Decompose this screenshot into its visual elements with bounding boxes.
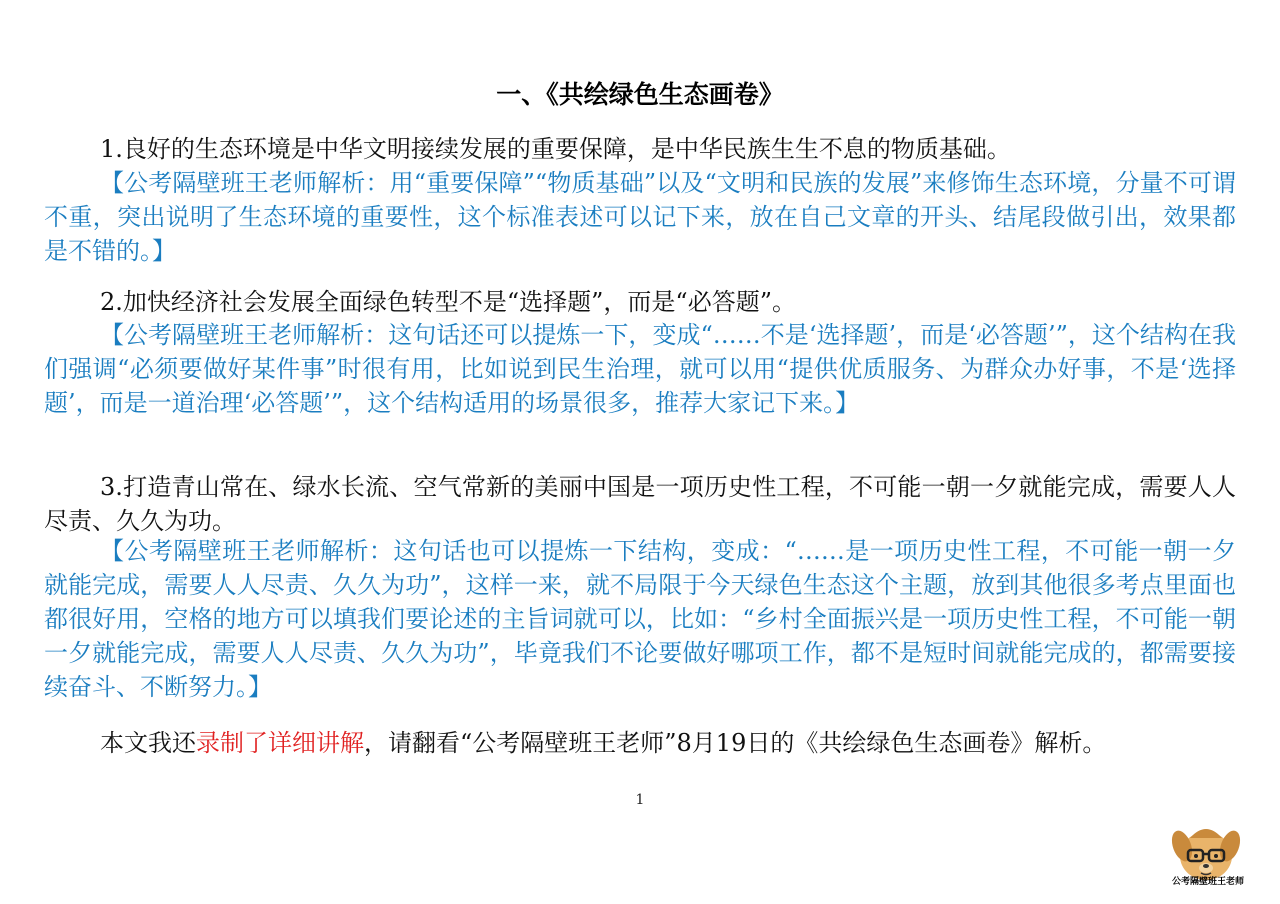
closing-text-before: 本文我还: [100, 729, 196, 757]
closing-highlight: 录制了详细讲解: [196, 729, 364, 757]
item-3-analysis: 【公考隔壁班王老师解析：这句话也可以提炼一下结构，变成：“……是一项历史性工程，不可能一朝一夕就能完成，需要人人尽责、久久为功”，这样一来，就不局限于今天绿色生态这个主题，放到其他很多考点里面也都很好用，空格的地方可以填我们要论述的主旨词就可以，比如：“乡村全面振兴是一项历史性工程，不可能一朝一夕就能完成，需要人人尽责、久久为功”，毕竟我们不论要做好哪项工作，都不是短时间就能完成的，都需要接续奋斗、不断努力。】: [44, 537, 1236, 701]
closing-paragraph: [44, 726, 1236, 760]
page-title: 一、《共绘绿色生态画卷》: [496, 80, 784, 109]
closing-text-after: ，请翻看“公考隔壁班王老师”8月19日的《共绘绿色生态画卷》解析。: [364, 729, 1107, 757]
logo-caption: 公考隔壁班王老师: [1171, 877, 1244, 887]
item-2-quote: 2.加快经济社会发展全面绿色转型不是“选择题”，而是“必答题”。: [100, 288, 796, 316]
item-1-analysis: 【公考隔壁班王老师解析：用“重要保障”“物质基础”以及“文明和民族的发展”来修饰生态环境，分量不可谓不重，突出说明了生态环境的重要性，这个标准表述可以记下来，放在自己文章的开头、结尾段做引出，效果都是不错的。】: [44, 169, 1236, 265]
item-2-analysis: 【公考隔壁班王老师解析：这句话还可以提炼一下，变成“……不是‘选择题’，而是‘必答题’”，这个结构在我们强调“必须要做好某件事”时很有用，比如说到民生治理，就可以用“提供优质服务、为群众办好事，不是‘选择题’，而是一道治理‘必答题’”，这个结构适用的场景很多，推荐大家记下来。】: [44, 321, 1236, 417]
item-3-quote: 3.打造青山常在、绿水长流、空气常新的美丽中国是一项历史性工程，不可能一朝一夕就能完成，需要人人尽责、久久为功。: [44, 473, 1236, 535]
page-number: 1: [635, 792, 645, 808]
item-1-quote: 1.良好的生态环境是中华文明接续发展的重要保障，是中华民族生生不息的物质基础。: [100, 135, 1011, 163]
